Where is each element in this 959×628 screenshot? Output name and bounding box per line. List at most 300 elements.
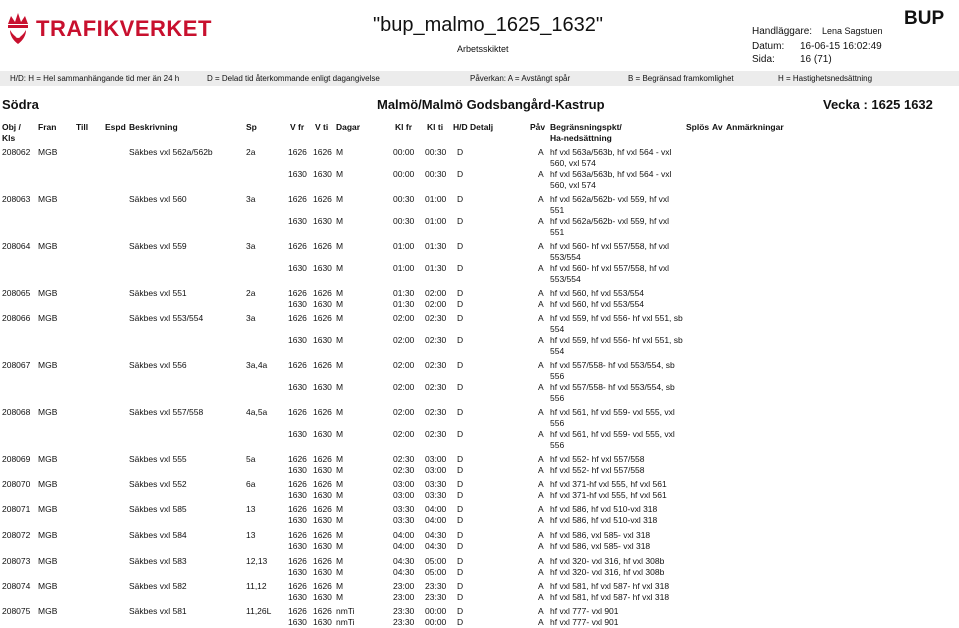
klti-cell: 23:30: [425, 581, 447, 591]
begransning-cell-cont: 554: [550, 324, 565, 334]
dagar-cell: M: [336, 313, 344, 323]
section-region: Södra: [2, 97, 39, 112]
col-kls: Kls: [2, 133, 16, 143]
dagar-cell: M: [336, 454, 344, 464]
pav-cell: A: [538, 147, 544, 157]
dagar-cell: M: [336, 465, 344, 475]
begransning-cell: hf vxl 552- hf vxl 557/558: [550, 465, 645, 475]
begransning-cell-cont: 556: [550, 371, 565, 381]
vfr-cell: 1626: [288, 313, 307, 323]
fran-cell: MGB: [38, 407, 58, 417]
vfr-cell: 1630: [288, 335, 307, 345]
document-subtitle: Arbetsskiktet: [457, 44, 509, 54]
beskrivning-cell: Säkbes vxl 556: [129, 360, 187, 370]
section-week: Vecka : 1625 1632: [823, 97, 933, 112]
klfr-cell: 01:30: [393, 288, 415, 298]
hd-cell: D: [457, 263, 464, 273]
col-anmarkningar: Anmärkningar: [726, 122, 784, 132]
klti-cell: 03:00: [425, 454, 447, 464]
pav-cell: A: [538, 454, 544, 464]
vti-cell: 1630: [313, 515, 332, 525]
klti-cell: 02:30: [425, 313, 447, 323]
table-row: [0, 288, 959, 299]
klti-cell: 01:00: [425, 216, 447, 226]
document-type: BUP: [904, 8, 945, 29]
dagar-cell: M: [336, 241, 344, 251]
sp-cell: 3a: [246, 241, 256, 251]
hd-cell: D: [457, 581, 464, 591]
section-route: Malmö/Malmö Godsbangård-Kastrup: [377, 97, 605, 112]
dagar-cell: M: [336, 504, 344, 514]
klti-cell: 00:30: [425, 147, 447, 157]
pav-cell: A: [538, 479, 544, 489]
fran-cell: MGB: [38, 360, 58, 370]
table-row: [0, 407, 959, 428]
col-hd: H/D: [453, 122, 468, 132]
col-vti: V ti: [315, 122, 329, 132]
sp-cell: 4a,5a: [246, 407, 268, 417]
fran-cell: MGB: [38, 288, 58, 298]
klti-cell: 02:30: [425, 335, 447, 345]
pav-cell: A: [538, 592, 544, 602]
sp-cell: 11,12: [246, 581, 267, 591]
hd-cell: D: [457, 241, 464, 251]
vti-cell: 1630: [313, 335, 332, 345]
vti-cell: 1630: [313, 263, 332, 273]
table-row: [0, 556, 959, 567]
vfr-cell: 1626: [288, 241, 307, 251]
pav-cell: A: [538, 567, 544, 577]
klfr-cell: 02:30: [393, 454, 415, 464]
hd-cell: D: [457, 515, 464, 525]
hd-cell: D: [457, 313, 464, 323]
obj-cell: 208074: [2, 581, 31, 591]
fran-cell: MGB: [38, 581, 58, 591]
legend-paverkan: Påverkan: A = Avstängt spår: [470, 74, 571, 83]
dagar-cell: M: [336, 530, 344, 540]
klti-cell: 03:00: [425, 465, 447, 475]
begransning-cell-cont: 551: [550, 227, 565, 237]
beskrivning-cell: Säkbes vxl 560: [129, 194, 187, 204]
sp-cell: 2a: [246, 147, 256, 157]
klti-cell: 00:30: [425, 169, 447, 179]
vfr-cell: 1630: [288, 617, 307, 627]
table-row: [0, 617, 959, 628]
dagar-cell: M: [336, 556, 344, 566]
vfr-cell: 1630: [288, 541, 307, 551]
begransning-cell-cont: 560, vxl 574: [550, 158, 596, 168]
vfr-cell: 1630: [288, 515, 307, 525]
begransning-cell: hf vxl 560- hf vxl 557/558, hf vxl: [550, 241, 670, 251]
klfr-cell: 23:30: [393, 617, 415, 627]
vfr-cell: 1626: [288, 194, 307, 204]
klfr-cell: 00:30: [393, 216, 415, 226]
dagar-cell: M: [336, 216, 344, 226]
vfr-cell: 1626: [288, 147, 307, 157]
klfr-cell: 02:00: [393, 429, 415, 439]
sida-value: 16 (71): [800, 54, 832, 65]
obj-cell: 208069: [2, 454, 31, 464]
vti-cell: 1626: [313, 241, 332, 251]
hd-cell: D: [457, 147, 464, 157]
klti-cell: 04:30: [425, 541, 447, 551]
klti-cell: 02:30: [425, 382, 447, 392]
pav-cell: A: [538, 515, 544, 525]
legend-b: B = Begränsad framkomlighet: [628, 74, 734, 83]
begransning-cell: hf vxl 560, hf vxl 553/554: [550, 299, 645, 309]
begransning-cell: hf vxl 557/558- hf vxl 553/554, sb: [550, 360, 675, 370]
pav-cell: A: [538, 541, 544, 551]
dagar-cell: M: [336, 581, 344, 591]
col-till: Till: [76, 122, 89, 132]
vti-cell: 1626: [313, 504, 332, 514]
klti-cell: 04:30: [425, 530, 447, 540]
vfr-cell: 1630: [288, 429, 307, 439]
vfr-cell: 1630: [288, 382, 307, 392]
klfr-cell: 04:30: [393, 556, 415, 566]
klti-cell: 00:00: [425, 617, 447, 627]
pav-cell: A: [538, 606, 544, 616]
klfr-cell: 03:30: [393, 515, 415, 525]
hd-cell: D: [457, 429, 464, 439]
vti-cell: 1630: [313, 216, 332, 226]
begransning-cell: hf vxl 563a/563b, hf vxl 564 - vxl: [550, 147, 672, 157]
dagar-cell: M: [336, 592, 344, 602]
klfr-cell: 01:30: [393, 299, 415, 309]
dagar-cell: M: [336, 407, 344, 417]
klti-cell: 02:00: [425, 288, 447, 298]
begransning-cell: hf vxl 371-hf vxl 555, hf vxl 561: [550, 479, 667, 489]
dagar-cell: nmTi: [336, 606, 355, 616]
dagar-cell: M: [336, 479, 344, 489]
klti-cell: 02:30: [425, 360, 447, 370]
sp-cell: 2a: [246, 288, 256, 298]
klti-cell: 02:30: [425, 407, 447, 417]
table-row: [0, 515, 959, 526]
col-obj: Obj /: [2, 122, 21, 132]
vti-cell: 1626: [313, 556, 332, 566]
begransning-cell-cont: 553/554: [550, 252, 581, 262]
table-row: [0, 360, 959, 381]
fran-cell: MGB: [38, 241, 58, 251]
legend-h: H = Hastighetsnedsättning: [778, 74, 873, 83]
table-row: [0, 479, 959, 490]
pav-cell: A: [538, 407, 544, 417]
begransning-cell: hf vxl 561, hf vxl 559- vxl 555, vxl: [550, 407, 675, 417]
dagar-cell: M: [336, 288, 344, 298]
col-beskrivning: Beskrivning: [129, 122, 178, 132]
begransning-cell: hf vxl 562a/562b- vxl 559, hf vxl: [550, 194, 670, 204]
vti-cell: 1626: [313, 479, 332, 489]
pav-cell: A: [538, 617, 544, 627]
sp-cell: 11,26L: [246, 606, 272, 616]
legend-hd: H/D: H = Hel sammanhängande tid mer än 24 h: [10, 74, 180, 83]
col-espd: Espd: [105, 122, 126, 132]
col-fran: Fran: [38, 122, 57, 132]
table-row: [0, 581, 959, 592]
begransning-cell: hf vxl 557/558- hf vxl 553/554, sb: [550, 382, 675, 392]
klfr-cell: 04:00: [393, 541, 415, 551]
hd-cell: D: [457, 465, 464, 475]
hd-cell: D: [457, 169, 464, 179]
dagar-cell: M: [336, 360, 344, 370]
col-klti: Kl ti: [427, 122, 444, 132]
sp-cell: 3a,4a: [246, 360, 268, 370]
begransning-cell: hf vxl 320- vxl 316, hf vxl 308b: [550, 556, 665, 566]
klti-cell: 05:00: [425, 556, 447, 566]
dagar-cell: M: [336, 515, 344, 525]
vti-cell: 1630: [313, 169, 332, 179]
begransning-cell-cont: 556: [550, 393, 565, 403]
begransning-cell: hf vxl 586, hf vxl 510-vxl 318: [550, 504, 658, 514]
pav-cell: A: [538, 263, 544, 273]
vfr-cell: 1630: [288, 465, 307, 475]
trafikverket-crown-icon: [5, 10, 31, 46]
sp-cell: 12,13: [246, 556, 268, 566]
table-row: [0, 169, 959, 190]
klfr-cell: 02:00: [393, 313, 415, 323]
begransning-cell: hf vxl 561, hf vxl 559- vxl 555, vxl: [550, 429, 675, 439]
klti-cell: 02:30: [425, 429, 447, 439]
klti-cell: 23:30: [425, 592, 447, 602]
vti-cell: 1630: [313, 592, 332, 602]
dagar-cell: M: [336, 194, 344, 204]
hd-cell: D: [457, 490, 464, 500]
hd-cell: D: [457, 288, 464, 298]
vfr-cell: 1626: [288, 479, 307, 489]
datum-value: 16-06-15 16:02:49: [800, 41, 882, 52]
col-sp: Sp: [246, 122, 257, 132]
col-pav: Påv: [530, 122, 546, 132]
obj-cell: 208065: [2, 288, 31, 298]
vfr-cell: 1630: [288, 263, 307, 273]
klfr-cell: 03:00: [393, 479, 415, 489]
table-row: [0, 465, 959, 476]
hd-cell: D: [457, 299, 464, 309]
vti-cell: 1626: [313, 454, 332, 464]
obj-cell: 208071: [2, 504, 31, 514]
dagar-cell: M: [336, 541, 344, 551]
vti-cell: 1626: [313, 194, 332, 204]
klfr-cell: 23:00: [393, 581, 415, 591]
table-row: [0, 429, 959, 450]
obj-cell: 208075: [2, 606, 31, 616]
fran-cell: MGB: [38, 530, 58, 540]
vti-cell: 1626: [313, 288, 332, 298]
klti-cell: 02:00: [425, 299, 447, 309]
pav-cell: A: [538, 216, 544, 226]
hd-cell: D: [457, 567, 464, 577]
vfr-cell: 1626: [288, 360, 307, 370]
beskrivning-cell: Säkbes vxl 581: [129, 606, 187, 616]
dagar-cell: M: [336, 147, 344, 157]
begransning-cell: hf vxl 562a/562b- vxl 559, hf vxl: [550, 216, 670, 226]
col-ha-nedsattning: Ha-nedsättning: [550, 133, 612, 143]
beskrivning-cell: Säkbes vxl 559: [129, 241, 187, 251]
fran-cell: MGB: [38, 479, 58, 489]
pav-cell: A: [538, 169, 544, 179]
vfr-cell: 1626: [288, 407, 307, 417]
pav-cell: A: [538, 194, 544, 204]
org-logo-text: TRAFIKVERKET: [36, 16, 212, 41]
table-row: [0, 592, 959, 603]
hd-cell: D: [457, 606, 464, 616]
beskrivning-cell: Säkbes vxl 582: [129, 581, 187, 591]
table-row: [0, 216, 959, 237]
vfr-cell: 1630: [288, 216, 307, 226]
begransning-cell: hf vxl 559, hf vxl 556- hf vxl 551, sb: [550, 313, 683, 323]
obj-cell: 208072: [2, 530, 31, 540]
vfr-cell: 1630: [288, 567, 307, 577]
col-vfr: V fr: [290, 122, 305, 132]
table-row: [0, 194, 959, 215]
document-title: "bup_malmo_1625_1632": [373, 14, 603, 36]
datum-label: Datum:: [752, 41, 785, 52]
klfr-cell: 00:00: [393, 169, 415, 179]
pav-cell: A: [538, 241, 544, 251]
table-row: [0, 567, 959, 578]
klfr-cell: 04:00: [393, 530, 415, 540]
vfr-cell: 1626: [288, 504, 307, 514]
sp-cell: 6a: [246, 479, 256, 489]
dagar-cell: M: [336, 299, 344, 309]
sp-cell: 3a: [246, 313, 256, 323]
table-row: [0, 263, 959, 284]
table-row: [0, 147, 959, 168]
table-row: [0, 490, 959, 501]
table-row: [0, 606, 959, 617]
klfr-cell: 02:00: [393, 382, 415, 392]
obj-cell: 208066: [2, 313, 31, 323]
hd-cell: D: [457, 617, 464, 627]
col-klfr: Kl fr: [395, 122, 412, 132]
handlaggare-value: Lena Sagstuen: [822, 26, 883, 36]
dagar-cell: M: [336, 429, 344, 439]
vti-cell: 1626: [313, 530, 332, 540]
begransning-cell-cont: 560, vxl 574: [550, 180, 596, 190]
dagar-cell: M: [336, 263, 344, 273]
begransning-cell-cont: 554: [550, 346, 565, 356]
obj-cell: 208070: [2, 479, 31, 489]
obj-cell: 208063: [2, 194, 31, 204]
pav-cell: A: [538, 360, 544, 370]
begransning-cell: hf vxl 559, hf vxl 556- hf vxl 551, sb: [550, 335, 683, 345]
hd-cell: D: [457, 382, 464, 392]
begransning-cell: hf vxl 777- vxl 901: [550, 617, 619, 627]
vti-cell: 1630: [313, 490, 332, 500]
vfr-cell: 1630: [288, 169, 307, 179]
beskrivning-cell: Säkbes vxl 584: [129, 530, 187, 540]
pav-cell: A: [538, 490, 544, 500]
vfr-cell: 1626: [288, 288, 307, 298]
table-row: [0, 454, 959, 465]
beskrivning-cell: Säkbes vxl 552: [129, 479, 187, 489]
vti-cell: 1630: [313, 299, 332, 309]
vfr-cell: 1630: [288, 299, 307, 309]
vfr-cell: 1626: [288, 556, 307, 566]
klfr-cell: 02:00: [393, 335, 415, 345]
sida-label: Sida:: [752, 54, 775, 65]
table-row: [0, 241, 959, 262]
col-detalj: Detalj: [470, 122, 494, 132]
hd-cell: D: [457, 454, 464, 464]
pav-cell: A: [538, 313, 544, 323]
beskrivning-cell: Säkbes vxl 553/554: [129, 313, 204, 323]
table-row: [0, 541, 959, 552]
klfr-cell: 04:30: [393, 567, 415, 577]
pav-cell: A: [538, 581, 544, 591]
obj-cell: 208062: [2, 147, 31, 157]
hd-cell: D: [457, 530, 464, 540]
klti-cell: 01:30: [425, 241, 447, 251]
hd-cell: D: [457, 194, 464, 204]
table-row: [0, 530, 959, 541]
pav-cell: A: [538, 288, 544, 298]
table-row: [0, 382, 959, 403]
begransning-cell-cont: 551: [550, 205, 565, 215]
begransning-cell: hf vxl 563a/563b, hf vxl 564 - vxl: [550, 169, 672, 179]
klfr-cell: 03:00: [393, 490, 415, 500]
begransning-cell-cont: 553/554: [550, 274, 581, 284]
fran-cell: MGB: [38, 194, 58, 204]
vti-cell: 1630: [313, 429, 332, 439]
col-begransning: Begränsningspkt/: [550, 122, 622, 132]
legend-d: D = Delad tid återkommande enligt dagangivelse: [207, 74, 380, 83]
obj-cell: 208068: [2, 407, 31, 417]
klfr-cell: 03:30: [393, 504, 415, 514]
table-row: [0, 335, 959, 356]
vfr-cell: 1630: [288, 490, 307, 500]
pav-cell: A: [538, 530, 544, 540]
vti-cell: 1626: [313, 147, 332, 157]
table-row: [0, 504, 959, 515]
klti-cell: 01:00: [425, 194, 447, 204]
vti-cell: 1630: [313, 465, 332, 475]
pav-cell: A: [538, 556, 544, 566]
beskrivning-cell: Säkbes vxl 551: [129, 288, 187, 298]
vti-cell: 1630: [313, 567, 332, 577]
sp-cell: 13: [246, 504, 256, 514]
col-splos: Splös: [686, 122, 710, 132]
klti-cell: 05:00: [425, 567, 447, 577]
obj-cell: 208067: [2, 360, 31, 370]
obj-cell: 208064: [2, 241, 31, 251]
vti-cell: 1626: [313, 313, 332, 323]
pav-cell: A: [538, 504, 544, 514]
vti-cell: 1630: [313, 382, 332, 392]
begransning-cell: hf vxl 320- vxl 316, hf vxl 308b: [550, 567, 665, 577]
col-dagar: Dagar: [336, 122, 361, 132]
dagar-cell: M: [336, 169, 344, 179]
begransning-cell: hf vxl 560- hf vxl 557/558, hf vxl: [550, 263, 670, 273]
vfr-cell: 1626: [288, 606, 307, 616]
obj-cell: 208073: [2, 556, 31, 566]
klti-cell: 03:30: [425, 479, 447, 489]
hd-cell: D: [457, 592, 464, 602]
klfr-cell: 23:30: [393, 606, 415, 616]
hd-cell: D: [457, 504, 464, 514]
fran-cell: MGB: [38, 606, 58, 616]
fran-cell: MGB: [38, 454, 58, 464]
begransning-cell: hf vxl 586, vxl 585- vxl 318: [550, 530, 651, 540]
vti-cell: 1630: [313, 617, 332, 627]
klti-cell: 04:00: [425, 504, 447, 514]
klfr-cell: 00:30: [393, 194, 415, 204]
klfr-cell: 02:30: [393, 465, 415, 475]
klti-cell: 00:00: [425, 606, 447, 616]
klti-cell: 01:30: [425, 263, 447, 273]
klfr-cell: 02:00: [393, 360, 415, 370]
